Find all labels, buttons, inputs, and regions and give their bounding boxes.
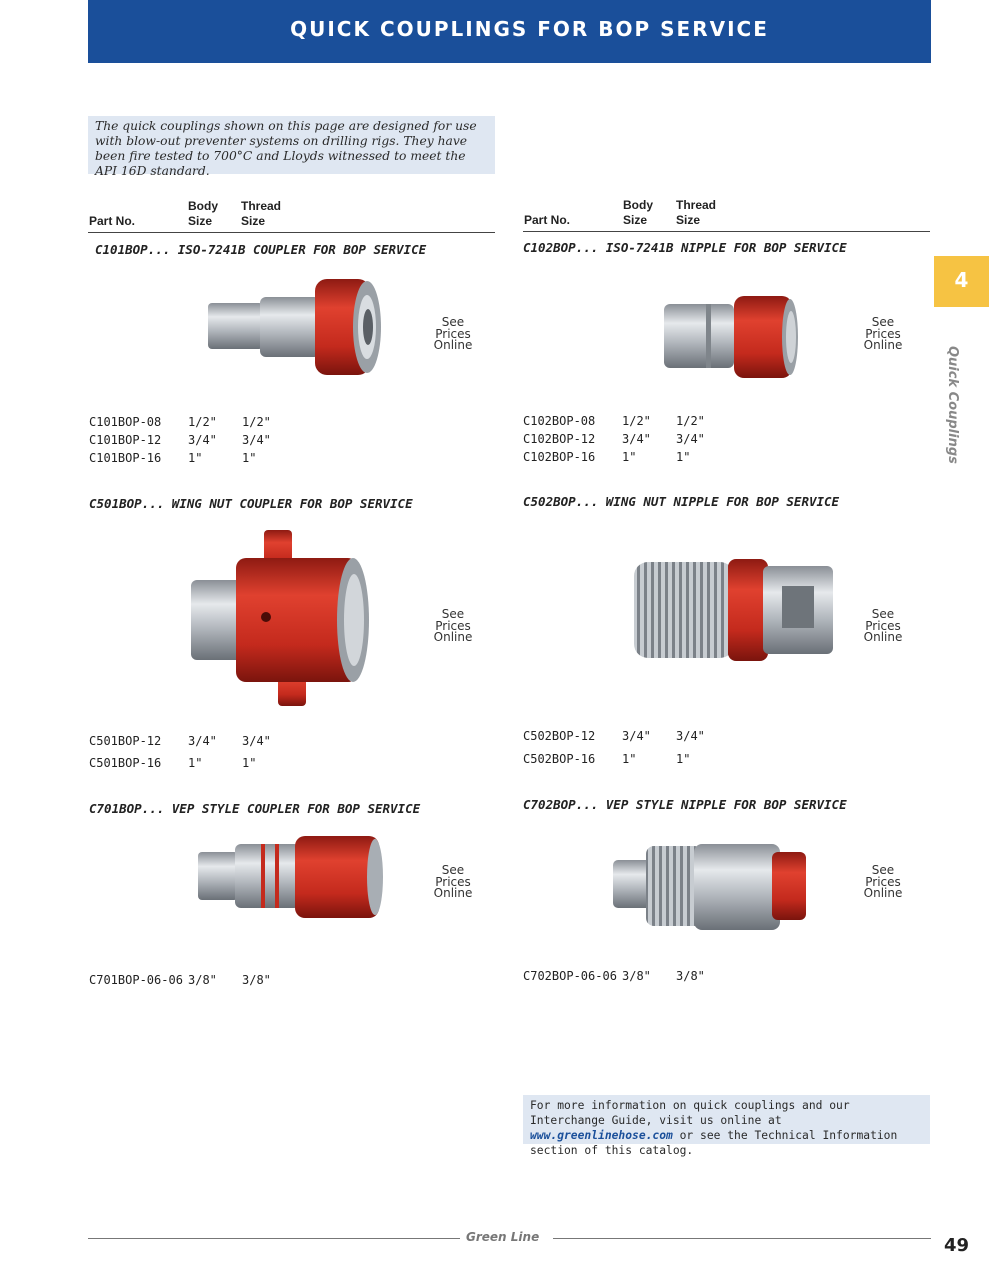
table-c102 (523, 414, 823, 468)
column-header (523, 195, 930, 232)
header-body-size: Body Size (623, 198, 653, 227)
header-thread-size: Thread Size (241, 199, 282, 228)
see-prices-c102[interactable]: See Prices Online (863, 315, 903, 352)
nipple-c702-image (610, 838, 810, 938)
table-row: C501BOP-16 1" 1" (89, 756, 257, 770)
see-prices-c502[interactable]: See Prices Online (863, 607, 903, 644)
section-title-c702: C702BOP... VEP STYLE NIPPLE FOR BOP SERVICE (523, 797, 847, 812)
table-row: C102BOP-16 1" 1" (523, 450, 691, 464)
section-title-c501: C501BOP... WING NUT COUPLER FOR BOP SERVICE (89, 496, 413, 511)
left-column (88, 196, 495, 233)
footer-brand: Green Line (466, 1230, 540, 1244)
website-link[interactable]: www.greenlinehose.com (530, 1129, 673, 1142)
section-title-c701: C701BOP... VEP STYLE COUPLER FOR BOP SERVICE (89, 801, 421, 816)
header-bar (88, 0, 931, 63)
table-row: C101BOP-16 1" 1" (89, 451, 257, 465)
table-row: C102BOP-08 1/2" 1/2" (523, 414, 705, 428)
table-row: C101BOP-08 1/2" 1/2" (89, 415, 271, 429)
intro-box: The quick couplings shown on this page are designed for use with blow-out preventer systems on drilling rigs. They have been fire tested to 700°C and Lloyds witnessed to meet the API 16D standard. (88, 116, 495, 174)
section-tab-number: 4 (954, 268, 969, 292)
header-part-no: Part No. (89, 214, 136, 228)
coupler-c501-image (188, 528, 378, 708)
table-c502 (523, 729, 823, 770)
see-prices-c701[interactable]: See Prices Online (433, 863, 473, 900)
footer-rule-left (88, 1238, 460, 1239)
info-box: For more information on quick couplings and our Interchange Guide, visit us online at www.greenlinehose.com or see the Technical Information section of this catalog. (523, 1095, 930, 1144)
section-title-c102: C102BOP... ISO-7241B NIPPLE FOR BOP SERVICE (523, 240, 847, 255)
coupler-c701-image (195, 830, 385, 925)
table-row: C502BOP-12 3/4" 3/4" (523, 729, 705, 743)
header-body-size: Body Size (188, 199, 218, 228)
page-number: 49 (944, 1235, 970, 1256)
table-c702 (523, 969, 823, 987)
footer-rule-right (553, 1238, 931, 1239)
right-column (523, 195, 930, 232)
table-row: C501BOP-12 3/4" 3/4" (89, 734, 271, 748)
section-title-c101: C101BOP... ISO-7241B COUPLER FOR BOP SERVICE (95, 242, 427, 257)
table-row: C701BOP-06-06 3/8" 3/8" (89, 973, 271, 987)
coupler-c101-image (205, 275, 390, 385)
page-title: QUICK COUPLINGS FOR BOP SERVICE (290, 17, 769, 41)
see-prices-c101[interactable]: See Prices Online (433, 315, 473, 352)
header-thread-size: Thread Size (676, 198, 717, 227)
header-part-no: Part No. (524, 213, 571, 227)
see-prices-c501[interactable]: See Prices Online (433, 607, 473, 644)
table-c101 (89, 415, 389, 469)
table-row: C102BOP-12 3/4" 3/4" (523, 432, 705, 446)
table-c701 (89, 973, 389, 991)
table-c501 (89, 734, 389, 774)
table-row: C101BOP-12 3/4" 3/4" (89, 433, 271, 447)
nipple-c502-image (630, 556, 840, 664)
column-header (88, 196, 495, 233)
section-tab[interactable] (934, 256, 989, 307)
see-prices-c702[interactable]: See Prices Online (863, 863, 903, 900)
nipple-c102-image (660, 292, 800, 382)
section-tab-label: Quick Couplings (945, 346, 960, 464)
table-row: C502BOP-16 1" 1" (523, 752, 691, 766)
section-title-c502: C502BOP... WING NUT NIPPLE FOR BOP SERVICE (523, 494, 840, 509)
table-row: C702BOP-06-06 3/8" 3/8" (523, 969, 705, 983)
